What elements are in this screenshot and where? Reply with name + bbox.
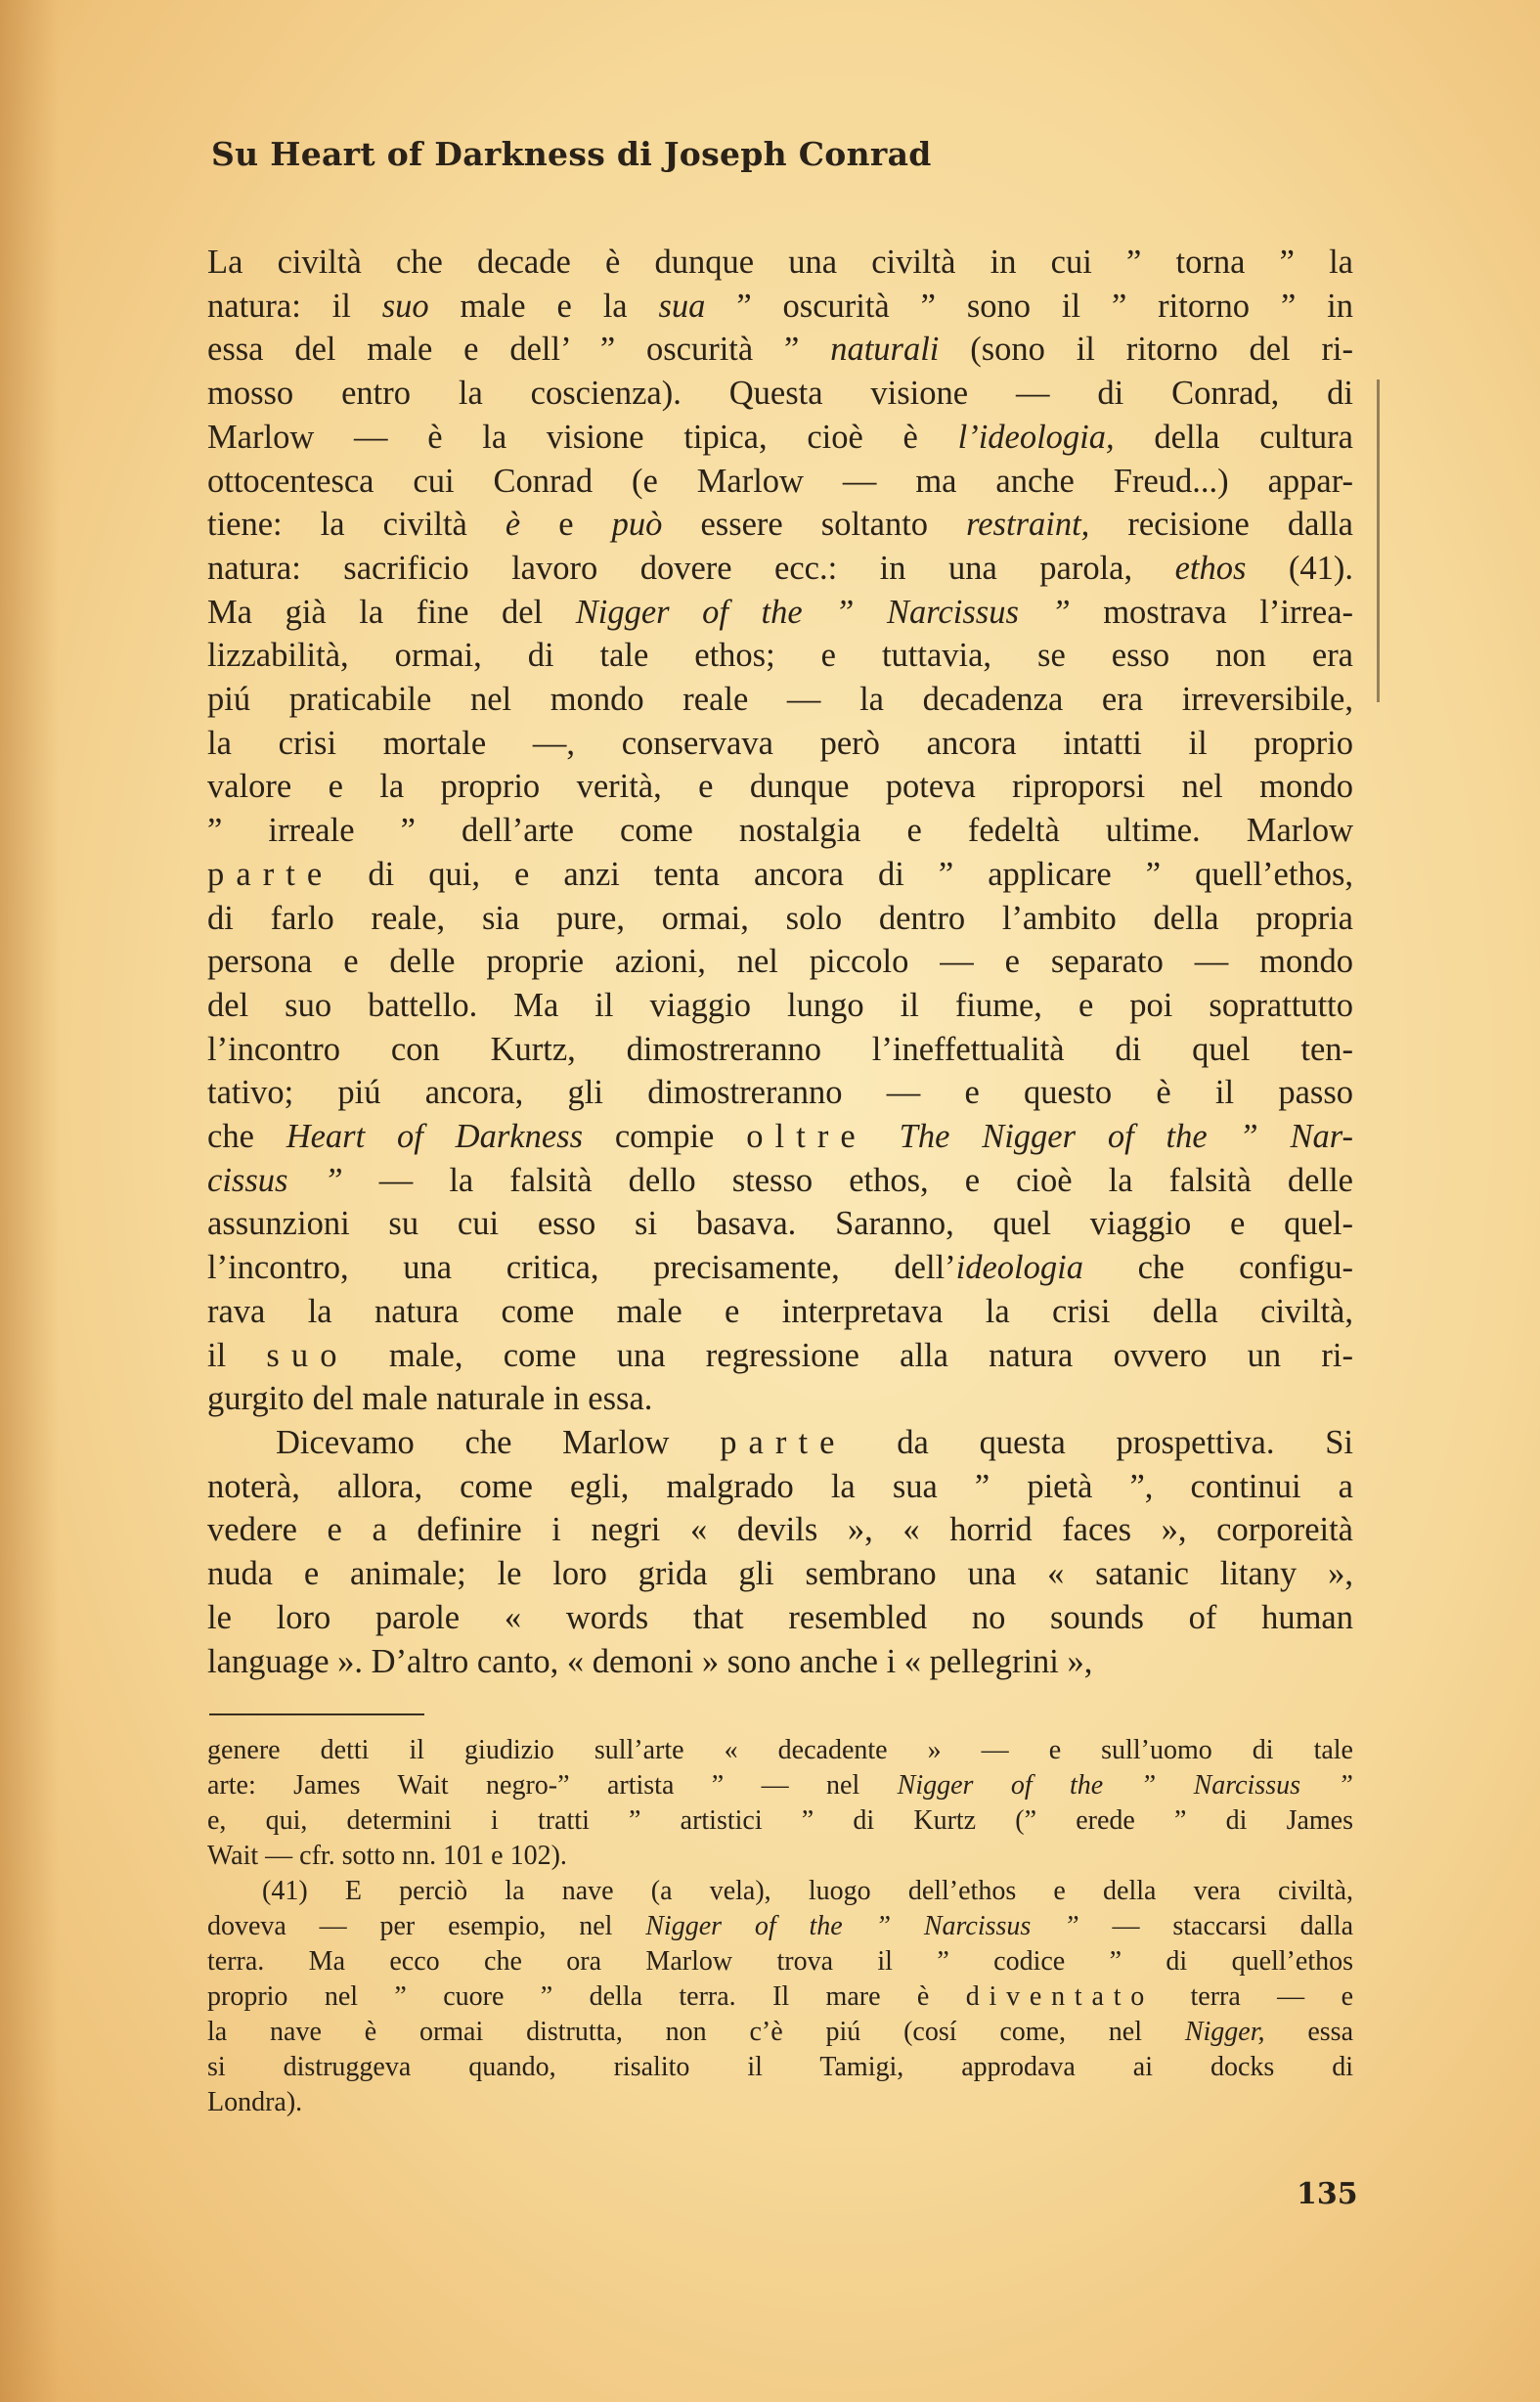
text-run: assunzioni su cui esso si basava. Saranno, quel viaggio e quel-	[207, 1205, 1353, 1243]
text-run: (sono il ritorno del ri-	[939, 331, 1354, 369]
text-line	[207, 853, 1353, 897]
running-head: Su Heart of Darkness di Joseph Conrad	[211, 135, 932, 173]
italic-text: sua	[658, 287, 706, 325]
text-line	[207, 940, 1353, 984]
text-run: ottocentesca cui Conrad (e Marlow — ma anche Freud...) appar-	[207, 462, 1353, 500]
text-line	[207, 1909, 1353, 1944]
text-run: natura: sacrificio lavoro dovere ecc.: in una parola,	[207, 549, 1175, 587]
italic-text: è	[505, 506, 521, 544]
text-line	[207, 1377, 1353, 1421]
page-number: 135	[1297, 2177, 1358, 2211]
spaced-text: parte	[720, 1423, 847, 1461]
text-line	[207, 328, 1353, 372]
text-run: ” oscurità ” sono il ” ritorno ” in	[705, 287, 1353, 325]
spaced-text: oltre	[746, 1118, 867, 1156]
text-line	[207, 416, 1353, 460]
text-run: del suo battello. Ma il viaggio lungo il fiume, e poi soprattutto	[207, 986, 1353, 1024]
text-run: arte: James Wait negro-” artista ” — nel	[207, 1770, 898, 1801]
spaced-text: suo	[266, 1336, 349, 1374]
text-run: terra — e	[1154, 1981, 1353, 2012]
footnotes	[207, 1733, 1353, 2120]
text-run: valore e la proprio verità, e dunque poteva riproporsi nel mondo	[207, 768, 1353, 806]
italic-text: cissus ”	[207, 1161, 343, 1199]
text-line	[207, 1071, 1353, 1115]
text-line	[207, 1768, 1353, 1803]
text-line	[207, 1874, 1353, 1909]
italic-text: ethos	[1174, 549, 1247, 587]
text-line	[207, 2015, 1353, 2050]
text-run: l’incontro, una critica, precisamente, dell’	[207, 1249, 956, 1287]
text-run: mosso entro la coscienza). Questa visione — di Conrad, di	[207, 375, 1353, 413]
text-run: e	[520, 506, 612, 544]
text-run: le loro parole « words that resembled no sounds of human	[207, 1598, 1353, 1636]
text-run: terra. Ma ecco che ora Marlow trova il ” codice ” di quell’ethos	[207, 1946, 1353, 1977]
text-run: language ». D’altro canto, « demoni » sono anche i « pellegrini »,	[207, 1642, 1093, 1680]
text-run: Londra).	[207, 2087, 303, 2117]
text-run: da questa prospettiva. Si	[846, 1423, 1353, 1461]
text-run: persona e delle proprie azioni, nel piccolo — e separato — mondo	[207, 943, 1353, 981]
text-run: di farlo reale, sia pure, ormai, solo dentro l’ambito della propria	[207, 899, 1353, 937]
text-line	[207, 1334, 1353, 1378]
text-line	[207, 1596, 1353, 1640]
text-line	[207, 1839, 1353, 1874]
text-line	[207, 634, 1353, 678]
text-run: Marlow — è la visione tipica, cioè è	[207, 418, 958, 456]
text-line	[207, 591, 1353, 635]
text-run: male, come una regressione alla natura ovvero un ri-	[348, 1336, 1353, 1374]
text-run: l’incontro con Kurtz, dimostreranno l’ineffettualità di quel ten-	[207, 1030, 1353, 1068]
text-run: della cultura	[1114, 418, 1353, 456]
text-run: Ma già la fine del	[207, 593, 576, 631]
text-run	[867, 1118, 900, 1155]
text-run: (41).	[1246, 549, 1353, 587]
text-line	[207, 1640, 1353, 1684]
page-edge-shadow	[0, 0, 59, 2402]
text-run: essa del male e dell’ ” oscurità ”	[207, 331, 831, 369]
text-run: mostrava l’irrea-	[1070, 593, 1354, 631]
text-run: la crisi mortale —, conservava però ancora intatti il proprio	[207, 724, 1353, 762]
text-line	[207, 897, 1353, 941]
text-run: ” irreale ” dell’arte come nostalgia e fedeltà ultime. Marlow	[207, 812, 1353, 850]
text-run: nuda e animale; le loro grida gli sembrano una « satanic litany »,	[207, 1555, 1353, 1593]
italic-text: restraint,	[966, 506, 1090, 544]
text-line	[207, 1202, 1353, 1246]
italic-text: naturali	[830, 331, 940, 369]
text-line	[207, 1552, 1353, 1596]
italic-text: Nigger of the ” Narcissus ”	[897, 1770, 1354, 1801]
text-run: e, qui, determini i tratti ” artistici ” di Kurtz (” erede ” di James	[207, 1805, 1353, 1836]
italic-text: può	[611, 506, 663, 544]
text-line	[207, 2050, 1353, 2085]
text-line	[207, 1944, 1353, 1979]
text-line	[207, 460, 1353, 504]
text-line	[207, 372, 1353, 416]
italic-text: ideologia	[955, 1249, 1083, 1287]
text-run: gurgito del male naturale in essa.	[207, 1380, 653, 1418]
text-line	[207, 809, 1353, 853]
margin-mark	[1377, 379, 1380, 702]
italic-text: Nigger of the ” Narcissus ”	[575, 593, 1071, 631]
text-run: essa	[1264, 2017, 1354, 2047]
text-run: tativo; piú ancora, gli dimostreranno — e questo è il passo	[207, 1074, 1353, 1112]
text-line	[207, 984, 1353, 1028]
text-line	[207, 678, 1353, 722]
text-line	[207, 1115, 1353, 1159]
text-line	[207, 1803, 1353, 1839]
text-run: che	[207, 1118, 286, 1156]
text-run: si distruggeva quando, risalito il Tamigi, approdava ai docks di	[207, 2052, 1353, 2082]
text-run: La civiltà che decade è dunque una civiltà in cui ” torna ” la	[207, 244, 1353, 281]
text-run: genere detti il giudizio sull’arte « decadente » — e sull’uomo di tale	[207, 1735, 1353, 1765]
text-line	[207, 765, 1353, 809]
text-line	[207, 241, 1353, 285]
text-run: — staccarsi dalla	[1078, 1911, 1353, 1941]
text-line	[207, 1246, 1353, 1290]
text-run: natura: il	[207, 287, 382, 325]
italic-text: Nigger of the ” Narcissus ”	[645, 1911, 1079, 1941]
text-run: noterà, allora, come egli, malgrado la sua ” pietà ”, continui a	[207, 1467, 1353, 1505]
text-run: piú praticabile nel mondo reale — la decadenza era irreversibile,	[207, 681, 1353, 719]
text-line	[207, 1979, 1353, 2015]
text-run: compie	[583, 1118, 747, 1156]
text-run: essere soltanto	[662, 506, 967, 544]
text-line	[207, 1290, 1353, 1334]
text-line	[207, 1028, 1353, 1072]
text-line	[207, 1465, 1353, 1509]
text-line	[207, 1159, 1353, 1203]
footnote-rule	[209, 1713, 424, 1715]
text-line	[207, 1733, 1353, 1768]
text-run: — la falsità dello stesso ethos, e cioè la falsità delle	[342, 1161, 1353, 1199]
text-run: Wait — cfr. sotto nn. 101 e 102).	[207, 1841, 567, 1871]
italic-text: The Nigger of the ” Nar-	[899, 1118, 1353, 1156]
text-line	[207, 722, 1353, 766]
text-run: proprio nel ” cuore ” della terra. Il mare è	[207, 1981, 966, 2012]
text-run: la nave è ormai distrutta, non c’è piú (cosí come, nel	[207, 2017, 1185, 2047]
body-text	[207, 241, 1353, 1683]
text-line	[207, 1508, 1353, 1552]
text-run: male e la	[428, 287, 659, 325]
text-run: tiene: la civiltà	[207, 506, 506, 544]
text-run: rava la natura come male e interpretava la crisi della civiltà,	[207, 1292, 1353, 1330]
italic-text: l’ideologia,	[957, 418, 1115, 456]
text-line	[207, 2085, 1353, 2120]
text-run: il	[207, 1336, 267, 1374]
italic-text: suo	[381, 287, 429, 325]
italic-text: Nigger,	[1184, 2017, 1265, 2047]
text-run: doveva — per esempio, nel	[207, 1911, 646, 1941]
text-line	[207, 285, 1353, 329]
text-run: lizzabilità, ormai, di tale ethos; e tuttavia, se esso non era	[207, 637, 1353, 675]
text-run: che configu-	[1082, 1249, 1353, 1287]
text-line	[207, 503, 1353, 547]
text-run: di qui, e anzi tenta ancora di ” applicare ” quell’ethos,	[333, 855, 1353, 893]
text-line	[207, 1421, 1353, 1465]
italic-text: Heart of Darkness	[286, 1118, 583, 1156]
text-run: recisione dalla	[1089, 506, 1353, 544]
text-run: (41) E perciò la nave (a vela), luogo dell’ethos e della vera civiltà,	[262, 1876, 1353, 1906]
spaced-text: diventato	[965, 1981, 1155, 2012]
text-run: Dicevamo che Marlow	[276, 1423, 721, 1461]
text-line	[207, 547, 1353, 591]
spaced-text: parte	[207, 855, 334, 893]
text-run: vedere e a definire i negri « devils », « horrid faces », corporeità	[207, 1511, 1353, 1549]
